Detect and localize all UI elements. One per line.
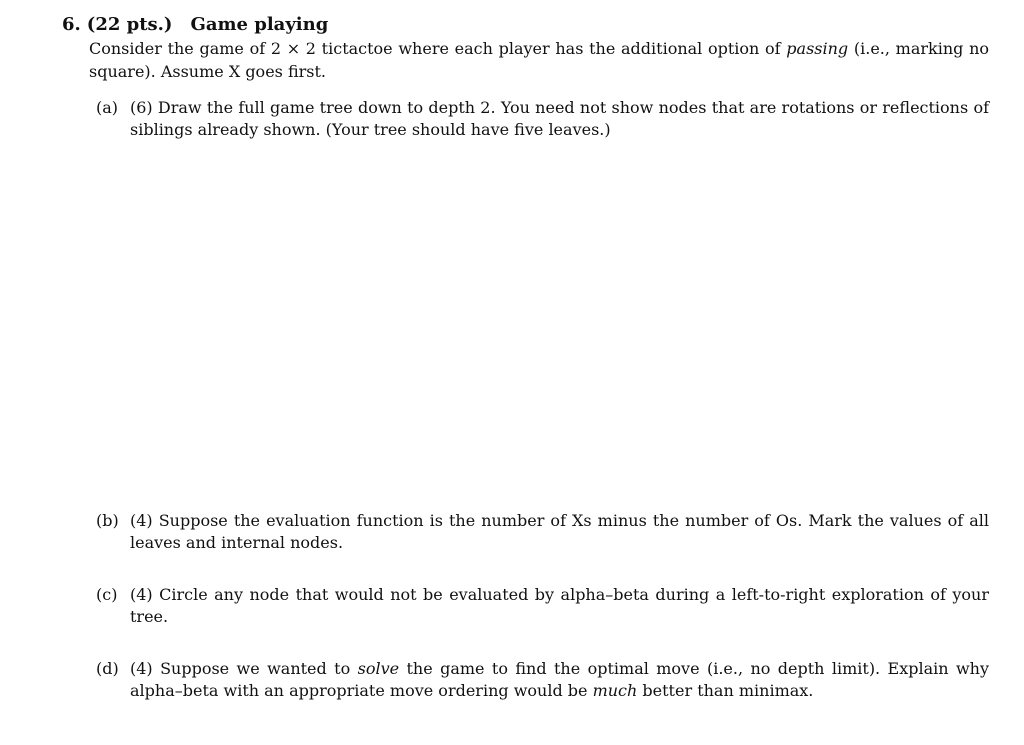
question-intro [89, 37, 989, 83]
part-d-label: (d) [96, 659, 119, 678]
part-c-text: (4) Circle any node that would not be evaluated by alpha–beta during a left-to-right exploration of your tree. [130, 585, 989, 626]
part-c [96, 584, 989, 628]
intro-emphasis: passing [786, 39, 849, 58]
part-d-text-3: better than minimax. [637, 681, 814, 700]
part-d [96, 658, 989, 702]
intro-text-start: Consider the game of 2 × 2 tictactoe where each player has the additional option of [89, 39, 787, 58]
intro-text-end: (i.e., marking no square). Assume X goes first. [89, 39, 990, 81]
part-a-label: (a) [96, 98, 119, 117]
part-a-text: (6) Draw the full game tree down to depth 2. You need not show nodes that are rotations or reflections of siblings already shown. (Your tree should have five leaves.) [130, 98, 989, 139]
part-d-text [130, 658, 989, 702]
part-b-label: (b) [96, 511, 119, 530]
question-header [62, 13, 328, 37]
question-points: (22 pts.) [86, 14, 173, 35]
part-a [96, 97, 989, 141]
question-number: 6. [62, 14, 81, 35]
part-d-emphasis-much: much [592, 681, 638, 700]
part-b-text: (4) Suppose the evaluation function is the number of Xs minus the number of Os. Mark the values of all leaves and internal nodes. [130, 511, 989, 552]
part-c-label: (c) [96, 585, 118, 604]
answer-space-part-a [130, 150, 980, 500]
part-b [96, 510, 989, 554]
part-d-text-1: (4) Suppose we wanted to [130, 659, 358, 678]
part-d-text-2: the game to find the optimal move (i.e., no depth limit). Explain why alpha–beta with an appropriate move ordering would be [130, 659, 989, 700]
part-d-emphasis-solve: solve [357, 659, 400, 678]
question-title: Game playing [190, 14, 329, 35]
